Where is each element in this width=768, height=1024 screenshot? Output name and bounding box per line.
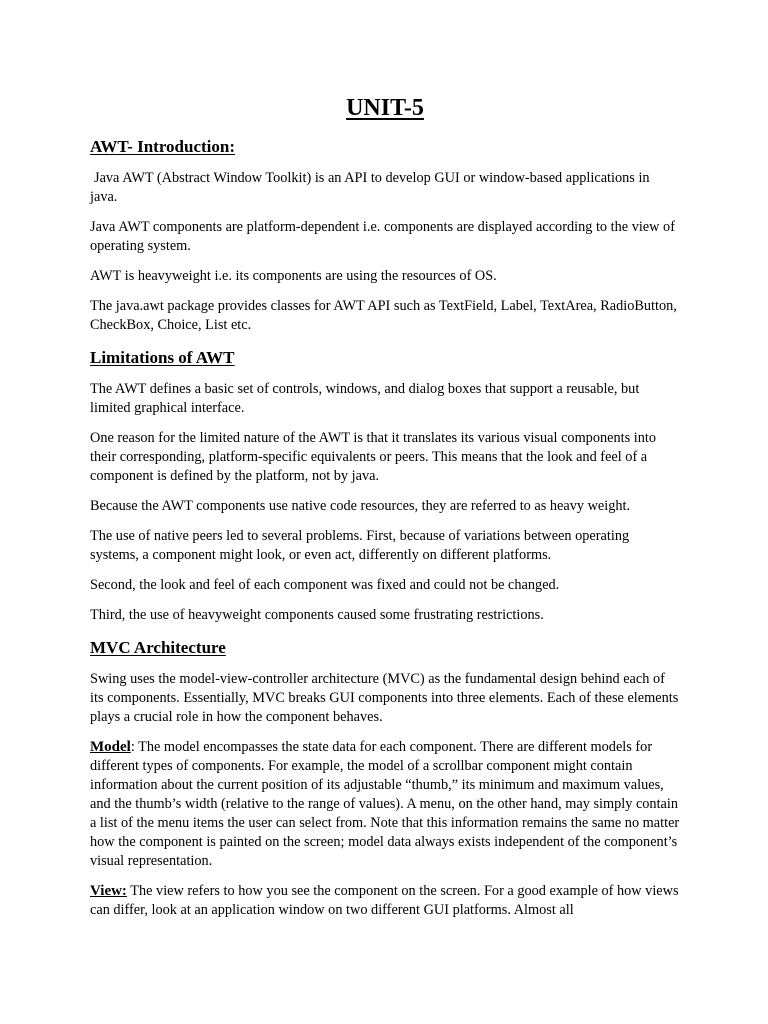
- paragraph: Second, the look and feel of each component was fixed and could not be changed.: [90, 577, 560, 593]
- document-page: [90, 92, 680, 931]
- paragraph: Third, the use of heavyweight components caused some frustrating restrictions.: [90, 607, 544, 623]
- section-heading-awt-introduction: AWT- Introduction:: [90, 137, 236, 156]
- paragraph: AWT is heavyweight i.e. its components are using the resources of OS.: [90, 268, 497, 284]
- model-description: The model encompasses the state data for each component. There are different models for different types of components. For example, the model of a scrollbar component might contain information about the current position of its adjustable “thumb,” its minimum and maximum values, and the thumb’s width (relative to the range of values). A menu, on the other hand, may simply contain a list of the menu items the user can select from. Note that this information remains the same no matter how the component is painted on the screen; model data always exists independent of the component’s visual representation.: [90, 739, 680, 869]
- paragraph: The use of native peers led to several problems. First, because of variations between operating systems, a component might look, or even act, differently on different platforms.: [90, 528, 630, 563]
- view-term: View:: [90, 883, 127, 899]
- section-heading-limitations-of-awt: Limitations of AWT: [90, 348, 235, 367]
- model-term-separator: :: [130, 739, 135, 755]
- model-paragraph: [90, 738, 680, 871]
- paragraph: The java.awt package provides classes for AWT API such as TextField, Label, TextArea, RadioButton, CheckBox, Choice, List etc.: [90, 298, 677, 333]
- section-heading-mvc-architecture: MVC Architecture: [90, 638, 226, 657]
- view-description: The view refers to how you see the component on the screen. For a good example of how views can differ, look at an application window on two different GUI platforms. Almost all: [90, 883, 679, 918]
- paragraph: The AWT defines a basic set of controls, windows, and dialog boxes that support a reusable, but limited graphical interface.: [90, 381, 640, 416]
- paragraph: Java AWT (Abstract Window Toolkit) is an API to develop GUI or window-based applications in java.: [90, 170, 650, 205]
- view-paragraph: [90, 882, 680, 920]
- paragraph: Swing uses the model-view-controller architecture (MVC) as the fundamental design behind each of its components. Essentially, MVC breaks GUI components into three elements. Each of these elements plays a crucial role in how the component behaves.: [90, 671, 679, 725]
- model-term: Model: [90, 739, 131, 755]
- paragraph: Java AWT components are platform-dependent i.e. components are displayed according to the view of operating system.: [90, 219, 675, 254]
- paragraph: One reason for the limited nature of the AWT is that it translates its various visual components into their corresponding, platform-specific equivalents or peers. This means that the look and feel of a component is defined by the platform, not by java.: [90, 430, 656, 484]
- paragraph: Because the AWT components use native code resources, they are referred to as heavy weight.: [90, 498, 631, 514]
- document-title: UNIT-5: [346, 95, 424, 121]
